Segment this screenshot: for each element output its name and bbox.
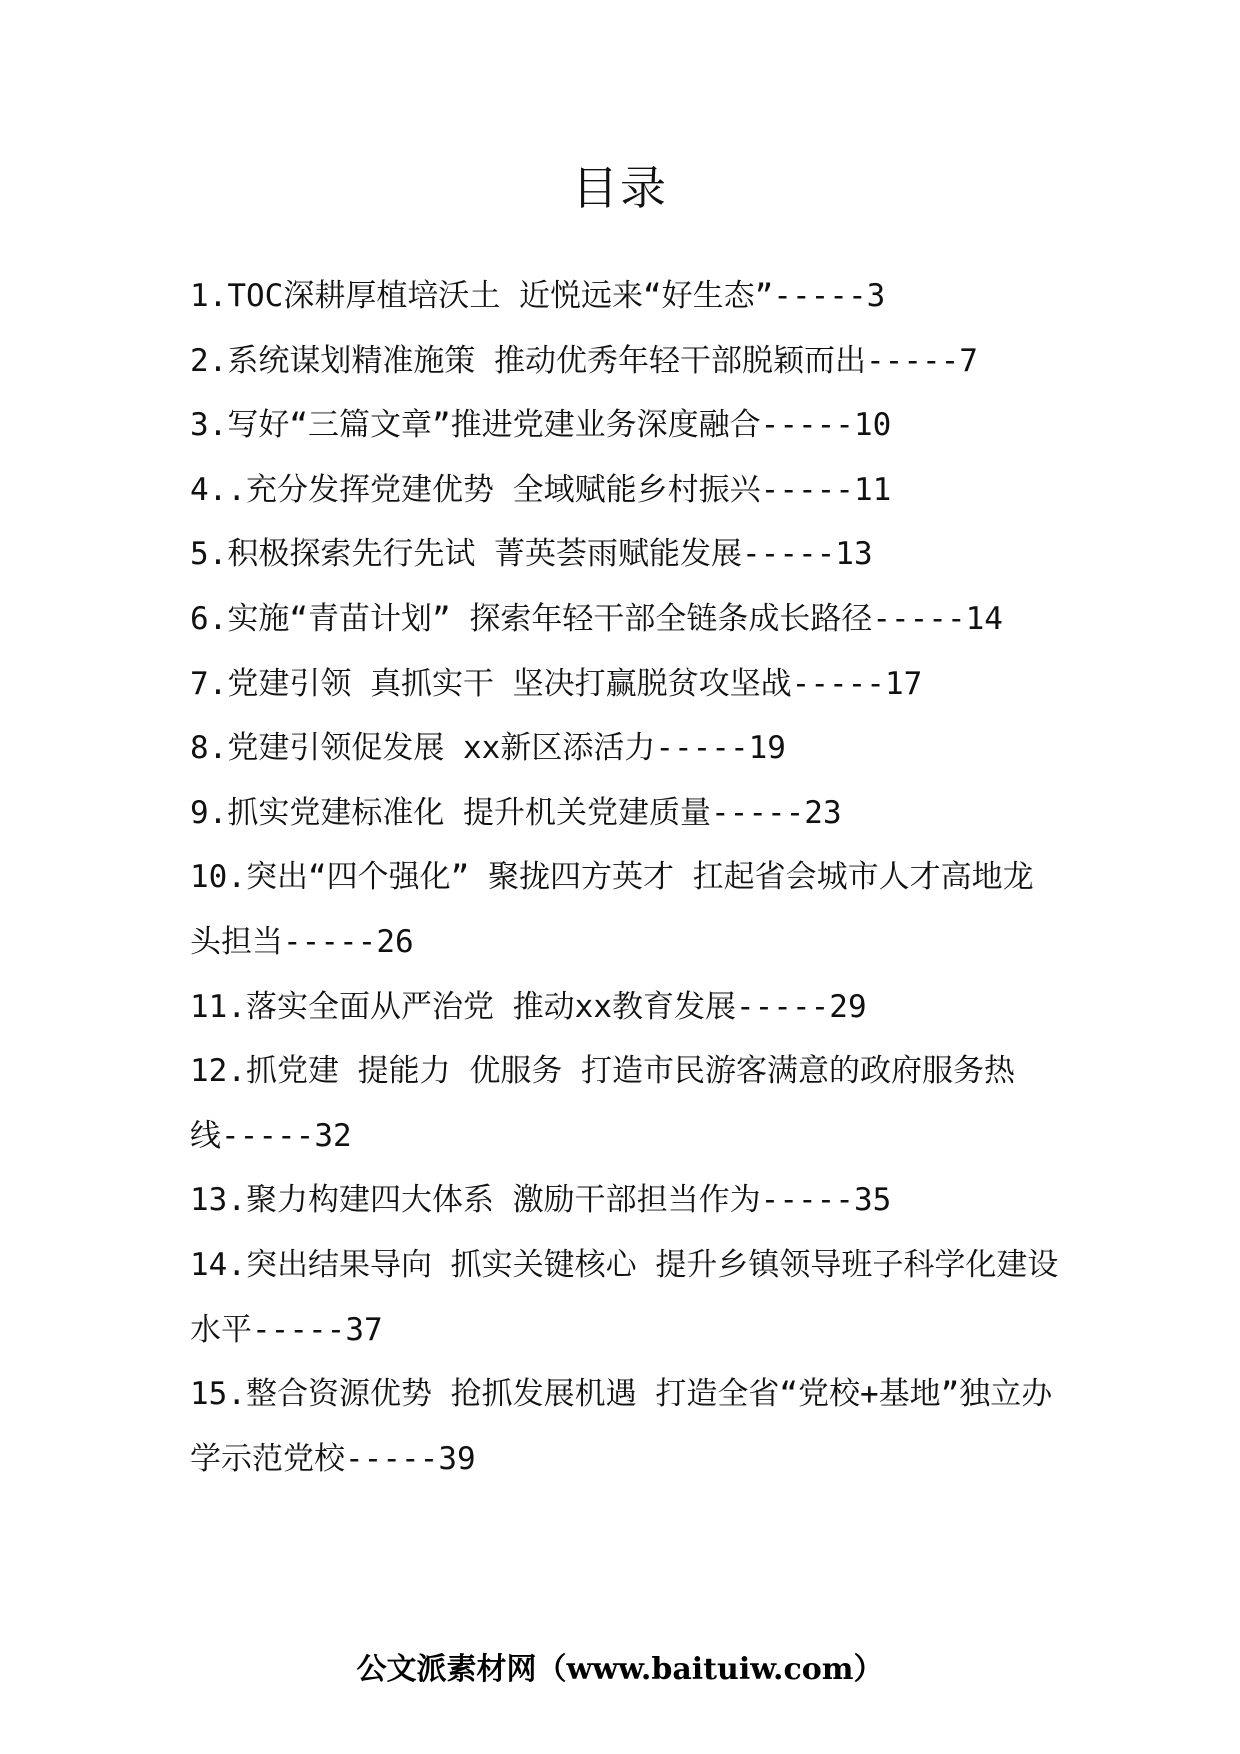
toc-entry-10: 10.突出“四个强化” 聚拢四方英才 扛起省会城市人才高地龙头担当-----26 [190, 859, 1034, 960]
toc-entry-12: 12.抓党建 提能力 优服务 打造市民游客满意的政府服务热线-----32 [190, 1053, 1015, 1154]
toc-entry-3: 3.写好“三篇文章”推进党建业务深度融合-----10 [190, 407, 892, 444]
footer-source: 公文派素材网（www.baituiw.com） [356, 1652, 884, 1687]
table-of-contents [190, 264, 1060, 1491]
toc-entry-6: 6.实施“青苗计划” 探索年轻干部全链条成长路径-----14 [190, 600, 1003, 637]
page-title: 目录 [572, 161, 668, 215]
toc-entry-11: 11.落实全面从严治党 推动xx教育发展-----29 [190, 988, 867, 1025]
toc-entry-7: 7.党建引领 真抓实干 坚决打赢脱贫攻坚战-----17 [190, 665, 923, 702]
toc-entry-1: 1.TOC深耕厚植培沃土 近悦远来“好生态”-----3 [190, 278, 886, 314]
toc-entry-14: 14.突出结果导向 抓实关键核心 提升乡镇领导班子科学化建设水平-----37 [190, 1246, 1059, 1348]
toc-entry-5: 5.积极探索先行先试 菁英荟雨赋能发展-----13 [190, 536, 873, 573]
toc-entry-8: 8.党建引领促发展 xx新区添活力-----19 [190, 730, 786, 767]
toc-entry-13: 13.聚力构建四大体系 激励干部担当作为-----35 [190, 1182, 892, 1219]
toc-entry-2: 2.系统谋划精准施策 推动优秀年轻干部脱颖而出-----7 [190, 342, 978, 379]
toc-entry-9: 9.抓实党建标准化 提升机关党建质量-----23 [190, 794, 842, 831]
toc-entry-4: 4..充分发挥党建优势 全域赋能乡村振兴-----11 [190, 471, 892, 508]
toc-entry-15: 15.整合资源优势 抢抓发展机遇 打造全省“党校+基地”独立办学示范党校-----39 [190, 1376, 1053, 1477]
